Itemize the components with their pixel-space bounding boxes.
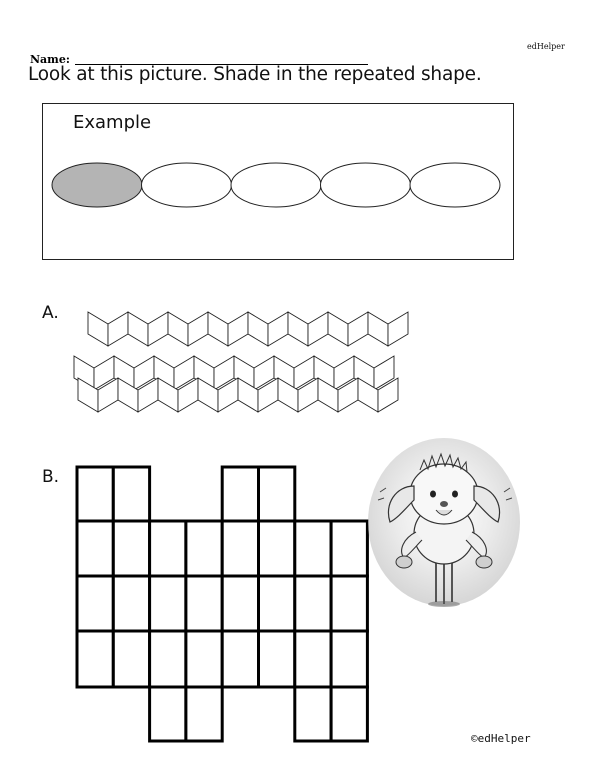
parallelogram-shape[interactable] [94, 356, 114, 390]
parallelogram-shape[interactable] [248, 312, 268, 346]
rectangle-shape[interactable] [222, 631, 258, 687]
rectangle-shape[interactable] [113, 521, 149, 576]
rectangle-shape[interactable] [259, 576, 295, 631]
rectangle-shape[interactable] [186, 521, 222, 576]
parallelogram-shape[interactable] [208, 312, 228, 346]
rectangle-shape[interactable] [295, 687, 331, 741]
rectangle-shape[interactable] [150, 631, 186, 687]
rectangle-shape[interactable] [222, 521, 258, 576]
parallelogram-shape[interactable] [334, 356, 354, 390]
rectangle-shape[interactable] [331, 687, 367, 741]
parallelogram-shape[interactable] [318, 378, 338, 412]
rectangle-shape[interactable] [222, 467, 258, 521]
parallelogram-shape[interactable] [134, 356, 154, 390]
parallelogram-shape[interactable] [114, 356, 134, 390]
rectangle-shape[interactable] [186, 576, 222, 631]
rectangle-shape[interactable] [222, 576, 258, 631]
copyright-text: ©edHelper [471, 732, 531, 745]
parallelogram-shape[interactable] [288, 312, 308, 346]
rectangle-shape[interactable] [113, 576, 149, 631]
rectangle-shape[interactable] [150, 521, 186, 576]
instructions: Look at this picture. Shade in the repeated shape. [28, 64, 482, 85]
parallelogram-shape[interactable] [338, 378, 358, 412]
parallelogram-shape[interactable] [328, 312, 348, 346]
brand-text: edHelper [527, 42, 565, 51]
parallelogram-shape[interactable] [298, 378, 318, 412]
rectangle-shape[interactable] [186, 631, 222, 687]
parallelogram-shape[interactable] [198, 378, 218, 412]
parallelogram-shape[interactable] [148, 312, 168, 346]
example-label: Example [73, 112, 152, 133]
rectangle-shape[interactable] [331, 631, 367, 687]
parallelogram-shape[interactable] [274, 356, 294, 390]
rectangle-shape[interactable] [113, 467, 149, 521]
parallelogram-shape[interactable] [74, 356, 94, 390]
rectangle-shape[interactable] [113, 631, 149, 687]
parallelogram-shape[interactable] [258, 378, 278, 412]
parallelogram-shape[interactable] [314, 356, 334, 390]
rectangle-shape[interactable] [150, 576, 186, 631]
rectangle-shape[interactable] [77, 521, 113, 576]
rectangle-shape[interactable] [77, 467, 113, 521]
parallelogram-shape[interactable] [218, 378, 238, 412]
parallelogram-shape[interactable] [228, 312, 248, 346]
rectangle-shape[interactable] [150, 687, 186, 741]
parallelogram-shape[interactable] [278, 378, 298, 412]
parallelogram-shape[interactable] [88, 312, 108, 346]
parallelogram-shape[interactable] [348, 312, 368, 346]
parallelogram-shape[interactable] [178, 378, 198, 412]
parallelogram-shape[interactable] [254, 356, 274, 390]
parallelogram-shape[interactable] [188, 312, 208, 346]
rectangle-shape[interactable] [259, 467, 295, 521]
parallelogram-shape[interactable] [238, 378, 258, 412]
parallelogram-shape[interactable] [154, 356, 174, 390]
parallelogram-shape[interactable] [268, 312, 288, 346]
parallelogram-shape[interactable] [138, 378, 158, 412]
parallelogram-shape[interactable] [354, 356, 374, 390]
parallelogram-shape[interactable] [168, 312, 188, 346]
rectangle-shape[interactable] [77, 576, 113, 631]
parallelogram-shape[interactable] [368, 312, 388, 346]
parallelogram-shape[interactable] [358, 378, 378, 412]
rectangle-shape[interactable] [259, 521, 295, 576]
rectangle-shape[interactable] [295, 521, 331, 576]
rectangle-shape[interactable] [295, 576, 331, 631]
parallelogram-shape[interactable] [374, 356, 394, 390]
parallelogram-shape[interactable] [194, 356, 214, 390]
parallelogram-shape[interactable] [108, 312, 128, 346]
rectangle-shape[interactable] [331, 576, 367, 631]
problem-a-label: A. [42, 303, 59, 323]
parallelogram-shape[interactable] [388, 312, 408, 346]
parallelogram-shape[interactable] [294, 356, 314, 390]
rectangle-shape[interactable] [77, 631, 113, 687]
parallelogram-shape[interactable] [174, 356, 194, 390]
rectangle-shape[interactable] [331, 521, 367, 576]
parallelogram-shape[interactable] [214, 356, 234, 390]
name-label: Name: [30, 53, 70, 66]
bunny-illustration-icon [364, 434, 524, 614]
parallelogram-shape[interactable] [78, 378, 98, 412]
parallelogram-shape[interactable] [128, 312, 148, 346]
parallelogram-shape[interactable] [234, 356, 254, 390]
parallelogram-shape[interactable] [158, 378, 178, 412]
rectangle-shape[interactable] [295, 631, 331, 687]
rectangle-shape[interactable] [259, 631, 295, 687]
problem-b-label: B. [42, 467, 60, 487]
parallelogram-shape[interactable] [378, 378, 398, 412]
parallelogram-shape[interactable] [98, 378, 118, 412]
parallelogram-shape[interactable] [118, 378, 138, 412]
parallelogram-shape[interactable] [308, 312, 328, 346]
rectangle-shape[interactable] [186, 687, 222, 741]
